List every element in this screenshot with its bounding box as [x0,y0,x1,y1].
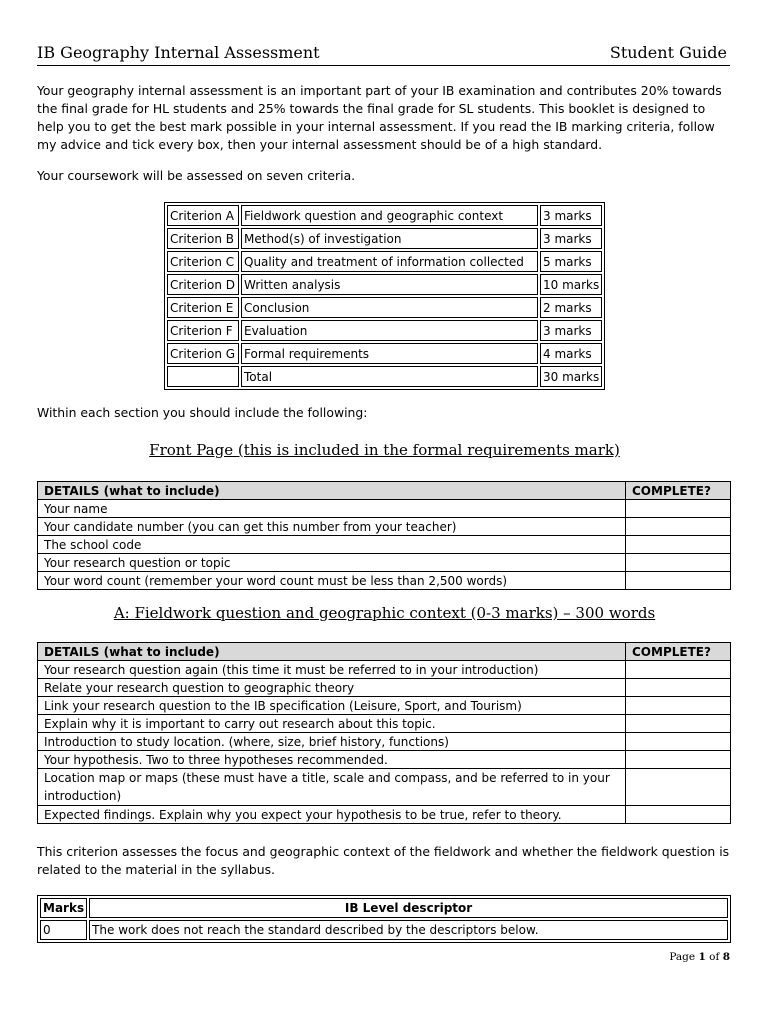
criterion-marks: 2 marks [540,297,602,318]
checklist-row [38,572,731,590]
checklist-header-row [38,643,731,661]
checklist-row [38,500,731,518]
criteria-row [167,205,602,226]
criteria-row [167,297,602,318]
complete-column-header: COMPLETE? [626,643,731,661]
criterion-marks: 30 marks [540,366,602,387]
criteria-row [167,320,602,341]
criteria-intro: Your coursework will be assessed on seven criteria. [37,168,356,183]
within-text: Within each section you should include the following: [37,405,368,420]
descriptor-column-header: IB Level descriptor [89,898,728,918]
criterion-id: Criterion C [167,251,239,272]
descriptor-table [37,895,731,943]
criterion-marks: 5 marks [540,251,602,272]
details-column-header: DETAILS (what to include) [38,643,626,661]
checklist-item: Relate your research question to geographic theory [38,679,626,697]
descriptor-marks: 0 [40,920,87,940]
checklist-row [38,536,731,554]
checklist-header-row [38,482,731,500]
complete-checkbox-cell[interactable] [626,500,731,518]
checklist-item: Expected findings. Explain why you expect your hypothesis to be true, refer to theory. [38,806,626,824]
complete-checkbox-cell[interactable] [626,536,731,554]
criterion-name: Conclusion [241,297,538,318]
criteria-row [167,251,602,272]
criterion-name: Method(s) of investigation [241,228,538,249]
page-total: 8 [722,951,730,963]
complete-checkbox-cell[interactable] [626,572,731,590]
checklist-item: Your candidate number (you can get this number from your teacher) [38,518,626,536]
checklist-row [38,518,731,536]
front-page-checklist [37,481,731,590]
criteria-row [167,343,602,364]
criteria-row [167,274,602,295]
complete-checkbox-cell[interactable] [626,661,731,679]
descriptor-text: The work does not reach the standard described by the descriptors below. [89,920,728,940]
complete-checkbox-cell[interactable] [626,806,731,824]
criterion-marks: 10 marks [540,274,602,295]
descriptor-row [40,920,728,940]
checklist-row [38,697,731,715]
page-header [37,43,730,66]
complete-column-header: COMPLETE? [626,482,731,500]
checklist-row [38,733,731,751]
complete-checkbox-cell[interactable] [626,769,731,806]
criterion-name: Written analysis [241,274,538,295]
page-label: Page [669,951,696,963]
checklist-item: Introduction to study location. (where, size, brief history, functions) [38,733,626,751]
checklist-item: Your research question or topic [38,554,626,572]
checklist-row [38,715,731,733]
descriptor-header-row [40,898,728,918]
criterion-id: Criterion D [167,274,239,295]
checklist-item: Your word count (remember your word count must be less than 2,500 words) [38,572,626,590]
complete-checkbox-cell[interactable] [626,679,731,697]
of-label: of [709,951,720,963]
complete-checkbox-cell[interactable] [626,715,731,733]
document-title: IB Geography Internal Assessment [37,43,320,62]
checklist-row [38,751,731,769]
criterion-marks: 3 marks [540,228,602,249]
checklist-item: Location map or maps (these must have a title, scale and compass, and be referred to in your introduction) [38,769,626,806]
checklist-item: Your name [38,500,626,518]
checklist-row [38,661,731,679]
marks-column-header: Marks [40,898,87,918]
criterion-marks: 3 marks [540,205,602,226]
criterion-id: Criterion F [167,320,239,341]
checklist-row [38,679,731,697]
criterion-name: Quality and treatment of information collected [241,251,538,272]
criterion-name: Fieldwork question and geographic context [241,205,538,226]
page-number: 1 [698,951,706,963]
complete-checkbox-cell[interactable] [626,733,731,751]
section-a-checklist [37,642,731,824]
checklist-row [38,769,731,806]
criterion-id: Criterion A [167,205,239,226]
checklist-item: Explain why it is important to carry out research about this topic. [38,715,626,733]
criterion-marks: 4 marks [540,343,602,364]
complete-checkbox-cell[interactable] [626,518,731,536]
criteria-table [164,202,605,390]
complete-checkbox-cell[interactable] [626,751,731,769]
criteria-row [167,228,602,249]
complete-checkbox-cell[interactable] [626,554,731,572]
section-a-heading: A: Fieldwork question and geographic context (0-3 marks) – 300 words [113,604,656,622]
criterion-id: Criterion G [167,343,239,364]
criterion-id: Criterion E [167,297,239,318]
criterion-name: Formal requirements [241,343,538,364]
criteria-total-row [167,366,602,387]
details-column-header: DETAILS (what to include) [38,482,626,500]
checklist-item: The school code [38,536,626,554]
complete-checkbox-cell[interactable] [626,697,731,715]
checklist-item: Link your research question to the IB specification (Leisure, Sport, and Tourism) [38,697,626,715]
assessment-note: This criterion assesses the focus and geographic context of the fieldwork and whether the fieldwork question is related to the material in the syllabus. [37,844,730,877]
criterion-marks: 3 marks [540,320,602,341]
criterion-id: Criterion B [167,228,239,249]
checklist-row [38,806,731,824]
checklist-item: Your research question again (this time it must be referred to in your introduction) [38,661,626,679]
document-subtitle: Student Guide [609,43,727,62]
criterion-name: Evaluation [241,320,538,341]
criterion-id [167,366,239,387]
criterion-name: Total [241,366,538,387]
page-footer [669,951,730,963]
checklist-item: Your hypothesis. Two to three hypotheses recommended. [38,751,626,769]
checklist-row [38,554,731,572]
front-page-heading: Front Page (this is included in the formal requirements mark) [149,441,620,459]
intro-paragraph: Your geography internal assessment is an important part of your IB examination and contributes 20% towards the final grade for HL students and 25% towards the final grade for SL students. This booklet is designed to help you to get the best mark possible in your internal assessment. If you read the IB marking criteria, follow my advice and tick every box, then your internal assessment should be of a high standard. [37,83,722,152]
